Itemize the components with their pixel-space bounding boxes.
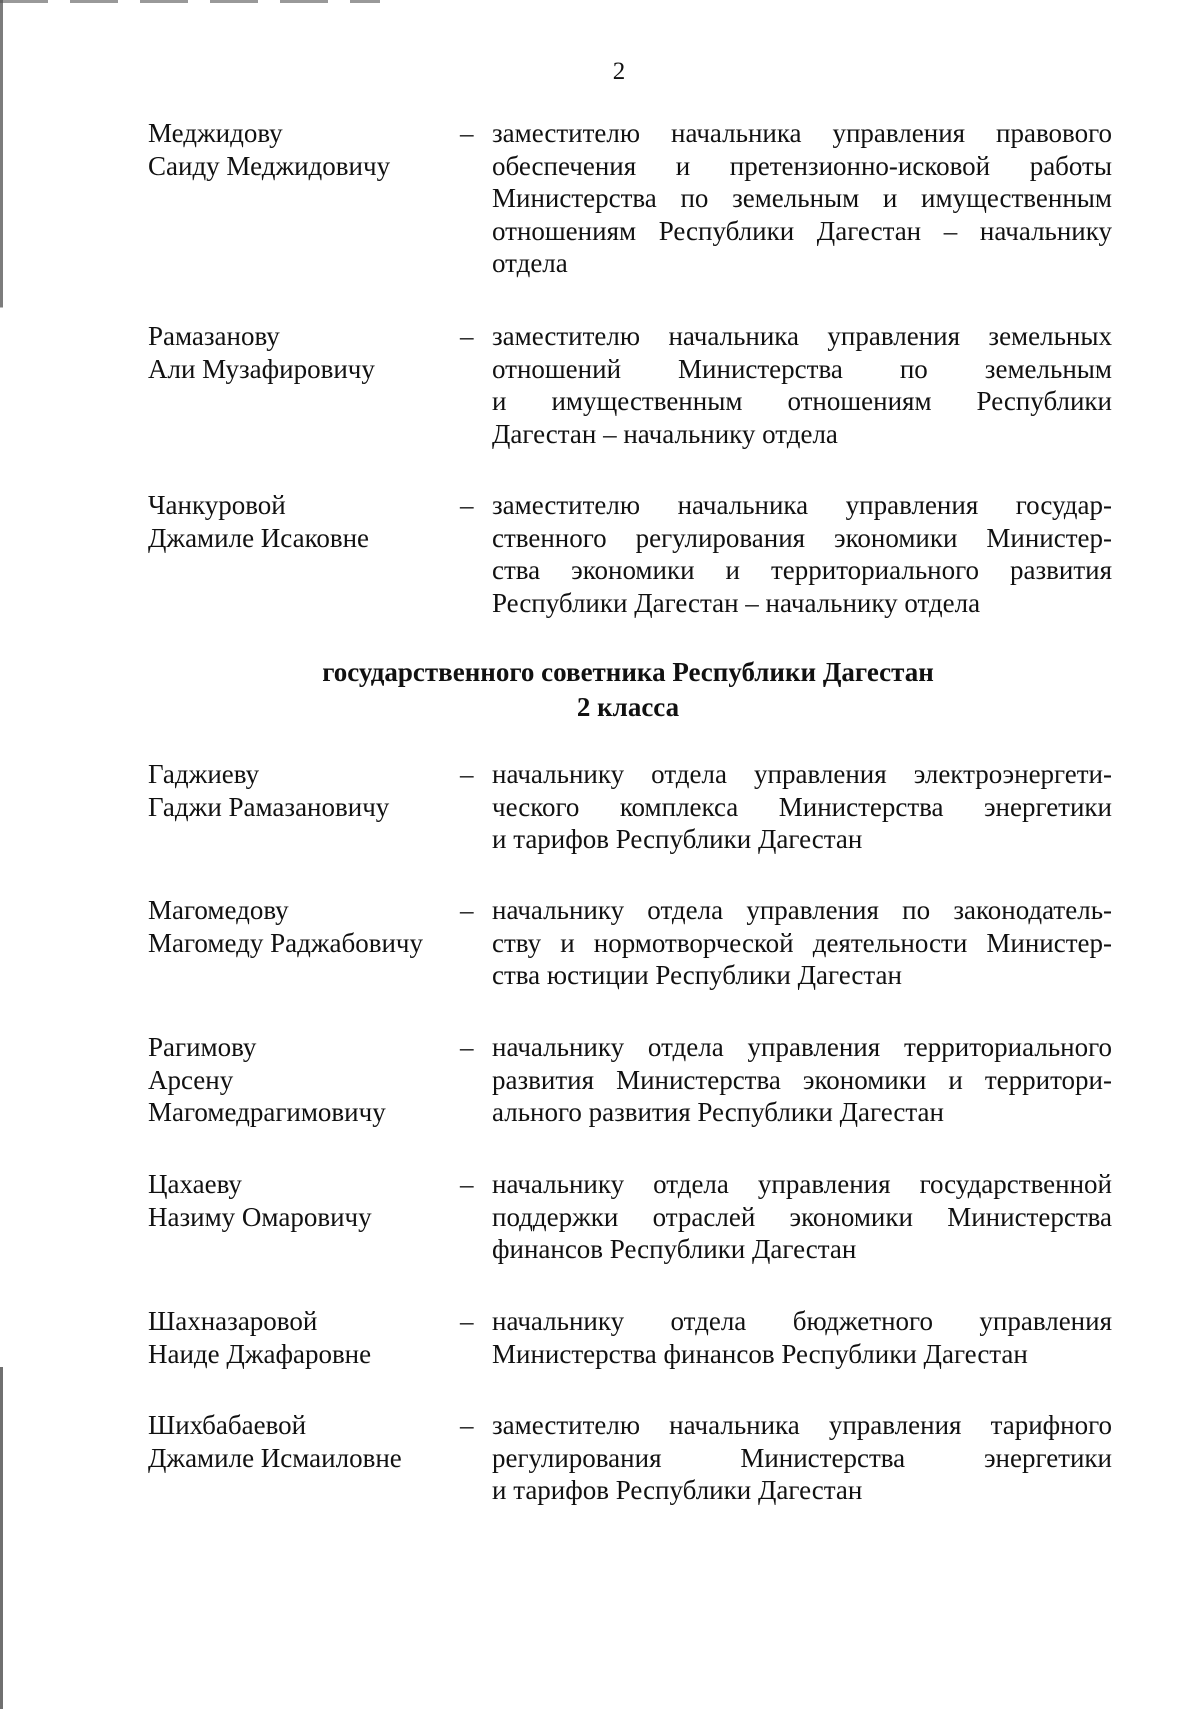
- desc-line: ству и нормотворческой деятельности Министер-: [492, 927, 1112, 958]
- desc-line: Министерства по земельным и имущественным: [492, 183, 1112, 213]
- desc-line: и имущественным отношениям Республики: [492, 386, 1112, 416]
- desc-line: заместителю начальника управления тарифного: [492, 1410, 1112, 1440]
- position-description: [492, 1409, 1112, 1507]
- desc-line: начальнику отдела управления по законодатель-: [492, 895, 1112, 925]
- entry-dash: –: [460, 1169, 474, 1199]
- desc-line: развития Министерства экономики и территори-: [492, 1064, 1112, 1095]
- entry-dash: –: [460, 490, 474, 520]
- desc-line: отдела: [492, 248, 568, 278]
- person-name: [148, 758, 448, 823]
- desc-line: Республики Дагестан – начальнику отдела: [492, 587, 981, 618]
- desc-line: начальнику отдела управления электроэнергети-: [492, 759, 1112, 789]
- person-name: [148, 1305, 448, 1370]
- desc-line: ства юстиции Республики Дагестан: [492, 960, 902, 990]
- desc-line: ального развития Республики Дагестан: [492, 1097, 944, 1127]
- section-heading-line: 2 класса: [576, 692, 680, 722]
- desc-line: начальнику отдела управления территориального: [492, 1032, 1112, 1062]
- entry-dash: –: [460, 1306, 474, 1336]
- position-description: [492, 489, 1112, 619]
- section-heading: [0, 655, 1200, 725]
- name-line: Джамиле Исмаиловне: [148, 1442, 402, 1473]
- name-line: Джамиле Исаковне: [148, 522, 370, 553]
- scan-edge-left: [0, 0, 3, 1709]
- page-number: 2: [612, 58, 626, 85]
- desc-line: и тарифов Республики Дагестан: [492, 824, 863, 854]
- entry-dash: –: [460, 321, 474, 351]
- name-line: Рагимову: [148, 1032, 257, 1062]
- person-name: [148, 320, 448, 385]
- name-line: Чанкуровой: [148, 490, 286, 520]
- name-line: Наиде Джафаровне: [148, 1338, 372, 1369]
- name-line: Шихбабаевой: [148, 1410, 307, 1440]
- name-line: Гаджиеву: [148, 759, 260, 789]
- name-line: Гаджи Рамазановичу: [148, 791, 390, 822]
- name-line: Арсену: [148, 1064, 234, 1095]
- desc-line: финансов Республики Дагестан: [492, 1234, 857, 1264]
- section-heading-line: государственного советника Республики Дагестан: [322, 657, 934, 687]
- desc-line: заместителю начальника управления государ-: [492, 490, 1112, 520]
- position-description: [492, 1031, 1112, 1129]
- person-name: [148, 1031, 448, 1129]
- entry-dash: –: [460, 1032, 474, 1062]
- desc-line: начальнику отдела управления государственной: [492, 1169, 1112, 1199]
- name-line: Саиду Меджидовичу: [148, 150, 391, 181]
- position-description: [492, 894, 1112, 992]
- person-name: [148, 894, 448, 959]
- desc-line: поддержки отраслей экономики Министерства: [492, 1201, 1112, 1232]
- desc-line: ственного регулирования экономики Министер-: [492, 522, 1112, 553]
- name-line: Назиму Омаровичу: [148, 1201, 372, 1232]
- desc-line: ства экономики и территориального развития: [492, 555, 1112, 585]
- desc-line: начальнику отдела бюджетного управления: [492, 1306, 1112, 1336]
- person-name: [148, 1168, 448, 1233]
- desc-line: Дагестан – начальнику отдела: [492, 418, 838, 449]
- desc-line: отношениям Республики Дагестан – начальнику: [492, 215, 1112, 246]
- entry-dash: –: [460, 118, 474, 148]
- position-description: [492, 1168, 1112, 1266]
- entry-dash: –: [460, 1410, 474, 1440]
- position-description: [492, 117, 1112, 280]
- name-line: Меджидову: [148, 118, 283, 148]
- desc-line: отношений Министерства по земельным: [492, 353, 1112, 384]
- desc-line: Министерства финансов Республики Дагестан: [492, 1338, 1028, 1369]
- person-name: [148, 1409, 448, 1474]
- name-line: Магомедову: [148, 895, 289, 925]
- name-line: Рамазанову: [148, 321, 280, 351]
- entry-dash: –: [460, 759, 474, 789]
- desc-line: и тарифов Республики Дагестан: [492, 1475, 863, 1505]
- person-name: [148, 489, 448, 554]
- desc-line: ческого комплекса Министерства энергетики: [492, 791, 1112, 822]
- scan-edge-top: [0, 0, 380, 3]
- desc-line: заместителю начальника управления земельных: [492, 321, 1112, 351]
- name-line: Шахназаровой: [148, 1306, 318, 1336]
- position-description: [492, 1305, 1112, 1370]
- person-name: [148, 117, 448, 182]
- name-line: Али Музафировичу: [148, 353, 375, 384]
- position-description: [492, 320, 1112, 450]
- position-description: [492, 758, 1112, 856]
- name-line: Цахаеву: [148, 1169, 242, 1199]
- name-line: Магомеду Раджабовичу: [148, 927, 423, 958]
- desc-line: обеспечения и претензионно-исковой работы: [492, 150, 1112, 181]
- entry-dash: –: [460, 895, 474, 925]
- desc-line: регулирования Министерства энергетики: [492, 1442, 1112, 1473]
- desc-line: заместителю начальника управления правового: [492, 118, 1112, 148]
- name-line: Магомедрагимовичу: [148, 1097, 386, 1127]
